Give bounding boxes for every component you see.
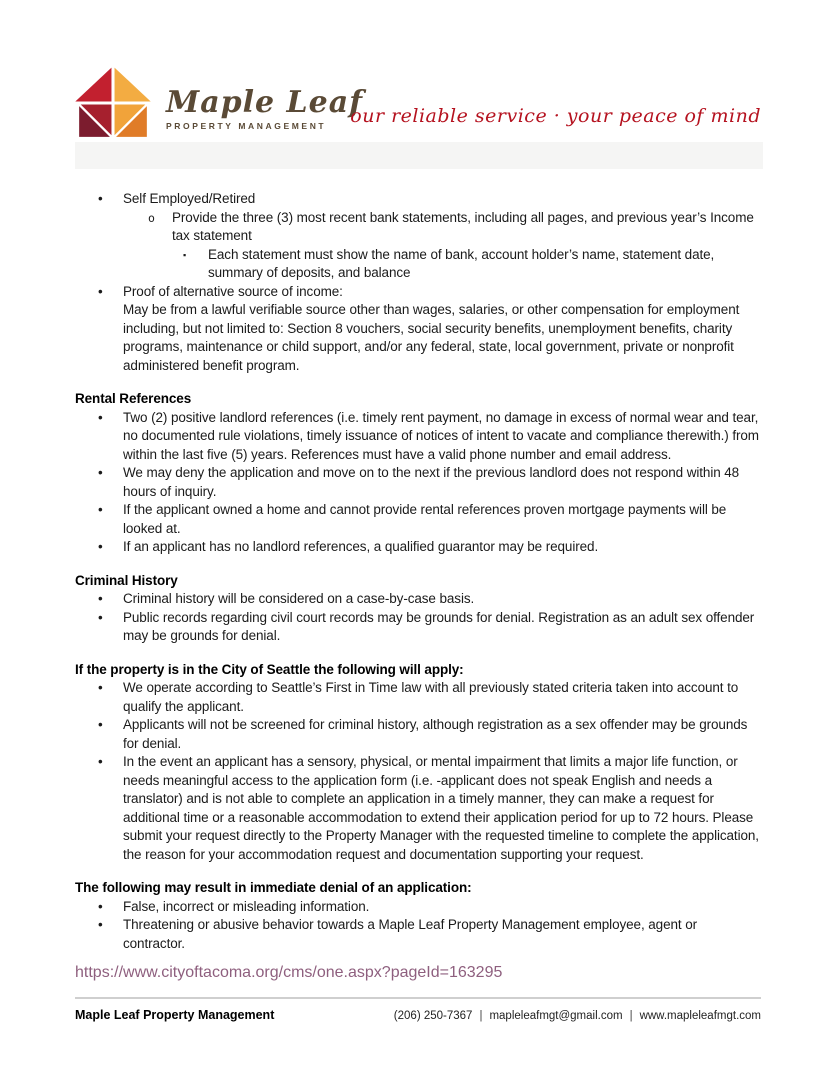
bullet-marker-icon: • bbox=[98, 502, 103, 517]
bullet-marker-icon: ▪ bbox=[183, 249, 187, 260]
logo-company-subtitle: PROPERTY MANAGEMENT bbox=[166, 121, 327, 131]
footer-phone: (206) 250-7367 bbox=[393, 1010, 473, 1022]
bullet-item bbox=[75, 246, 761, 283]
bullet-marker-icon: • bbox=[98, 539, 103, 554]
bullet-text: We operate according to Seattle’s First in Time law with all previously stated criteria taken into account to qualify the applicant. bbox=[123, 680, 739, 714]
paragraph: May be from a lawful verifiable source other than wages, salaries, or other compensation for employment including, but not limited to: Section 8 vouchers, social security benefits, unemployment benefits, charity programs, maintenance or child support, and/or any federal, state, local government, private or nonprofit administered benefit program. bbox=[123, 302, 740, 373]
logo-company-name: Maple Leaf bbox=[166, 85, 364, 120]
bullet-text: Public records regarding civil court records may be grounds for denial. Registration as an adult sex offender may be grounds for denial. bbox=[123, 609, 755, 643]
bullet-text: Threatening or abusive behavior towards a Maple Leaf Property Management employee, agent or contractor. bbox=[123, 917, 697, 951]
company-tagline: our reliable service · your peace of mind bbox=[350, 105, 761, 127]
bullet-item bbox=[75, 716, 761, 753]
document-footer bbox=[75, 997, 761, 1022]
bullet-marker-icon: • bbox=[98, 609, 103, 625]
bullet-item bbox=[75, 590, 761, 609]
bullet-marker-icon: • bbox=[98, 191, 103, 206]
footer-separator: | bbox=[479, 1010, 483, 1022]
section-heading: The following may result in immediate denial of an application: bbox=[75, 880, 472, 895]
bullet-item bbox=[75, 209, 761, 246]
bullet-marker-icon: • bbox=[98, 409, 103, 425]
bullet-item bbox=[75, 501, 761, 538]
footer-company-name: Maple Leaf Property Management bbox=[75, 1008, 275, 1022]
bullet-text: If an applicant has no landlord references, a qualified guarantor may be required. bbox=[123, 539, 599, 554]
bullet-item bbox=[75, 464, 761, 501]
section-heading: Criminal History bbox=[75, 572, 178, 588]
bullet-marker-icon: • bbox=[98, 283, 103, 299]
footer-email: mapleleafmgt@gmail.com bbox=[489, 1010, 623, 1022]
bullet-marker-icon: • bbox=[98, 680, 103, 695]
tacoma-link[interactable]: https://www.cityoftacoma.org/cms/one.aspx?pageId=163295 bbox=[75, 964, 503, 981]
footer-separator: | bbox=[629, 1010, 633, 1022]
bullet-marker-icon: • bbox=[98, 754, 103, 769]
bullet-item bbox=[75, 190, 761, 209]
section-heading: If the property is in the City of Seattle the following will apply: bbox=[75, 661, 464, 677]
bullet-marker-icon: • bbox=[98, 917, 103, 932]
bullet-text: Provide the three (3) most recent bank statements, including all pages, and previous year’s Income tax statement bbox=[172, 209, 754, 243]
bullet-item bbox=[75, 409, 761, 465]
bullet-text: Proof of alternative source of income: bbox=[123, 283, 343, 299]
document-body bbox=[75, 190, 761, 983]
footer-contact-info bbox=[394, 1010, 761, 1022]
bullet-text: Self Employed/Retired bbox=[123, 191, 256, 206]
bullet-item bbox=[75, 283, 761, 302]
bullet-text: If the applicant owned a home and cannot provide rental references proven mortgage payments will be looked at. bbox=[123, 502, 727, 536]
bullet-item bbox=[75, 916, 761, 953]
bullet-item bbox=[75, 679, 761, 716]
house-logo-icon bbox=[73, 66, 153, 140]
bullet-text: Applicants will not be screened for criminal history, although registration as a sex offender may be grounds for denial. bbox=[123, 717, 748, 751]
bullet-text: Criminal history will be considered on a case-by-case basis. bbox=[123, 591, 475, 606]
bullet-marker-icon: • bbox=[98, 717, 103, 732]
bullet-text: In the event an applicant has a sensory, physical, or mental impairment that limits a major life function, or needs meaningful access to the application form (i.e. -applicant does not speak English and needs a translator) and is not able to complete an application in a timely manner, they can make a request for additional time or a reasonable accommodation to extend their application period for up to 72 hours. Please submit your request directly to the Property Manager with the requested timeline to complete the application, the reason for your accommodation request and documentation supporting your request. bbox=[123, 754, 759, 862]
header-divider-band bbox=[75, 142, 763, 169]
sections bbox=[75, 190, 761, 953]
footer-website: www.mapleleafmgt.com bbox=[639, 1010, 761, 1022]
section-heading: Rental References bbox=[75, 391, 192, 406]
bullet-text: Two (2) positive landlord references (i.e. timely rent payment, no damage in excess of normal wear and tear, no documented rule violations, timely issuance of notices of intent to vacate and compliance therewith.) from within the last five (5) years. References must have a valid phone number and email address. bbox=[123, 409, 759, 462]
bullet-item bbox=[75, 609, 761, 646]
bullet-text: We may deny the application and move on to the next if the previous landlord does not respond within 48 hours of inquiry. bbox=[123, 465, 740, 499]
bullet-text: Each statement must show the name of bank, account holder’s name, statement date, summary of deposits, and balance bbox=[208, 246, 715, 280]
logo-text bbox=[166, 66, 363, 131]
bullet-marker-icon: • bbox=[98, 898, 103, 914]
bullet-text: False, incorrect or misleading information. bbox=[123, 898, 370, 914]
bullet-item bbox=[75, 898, 761, 917]
bullet-item bbox=[75, 538, 761, 557]
bullet-marker-icon: o bbox=[148, 210, 155, 225]
bullet-marker-icon: • bbox=[98, 465, 103, 480]
bullet-marker-icon: • bbox=[98, 591, 103, 606]
company-logo bbox=[73, 66, 363, 140]
bullet-item bbox=[75, 753, 761, 864]
